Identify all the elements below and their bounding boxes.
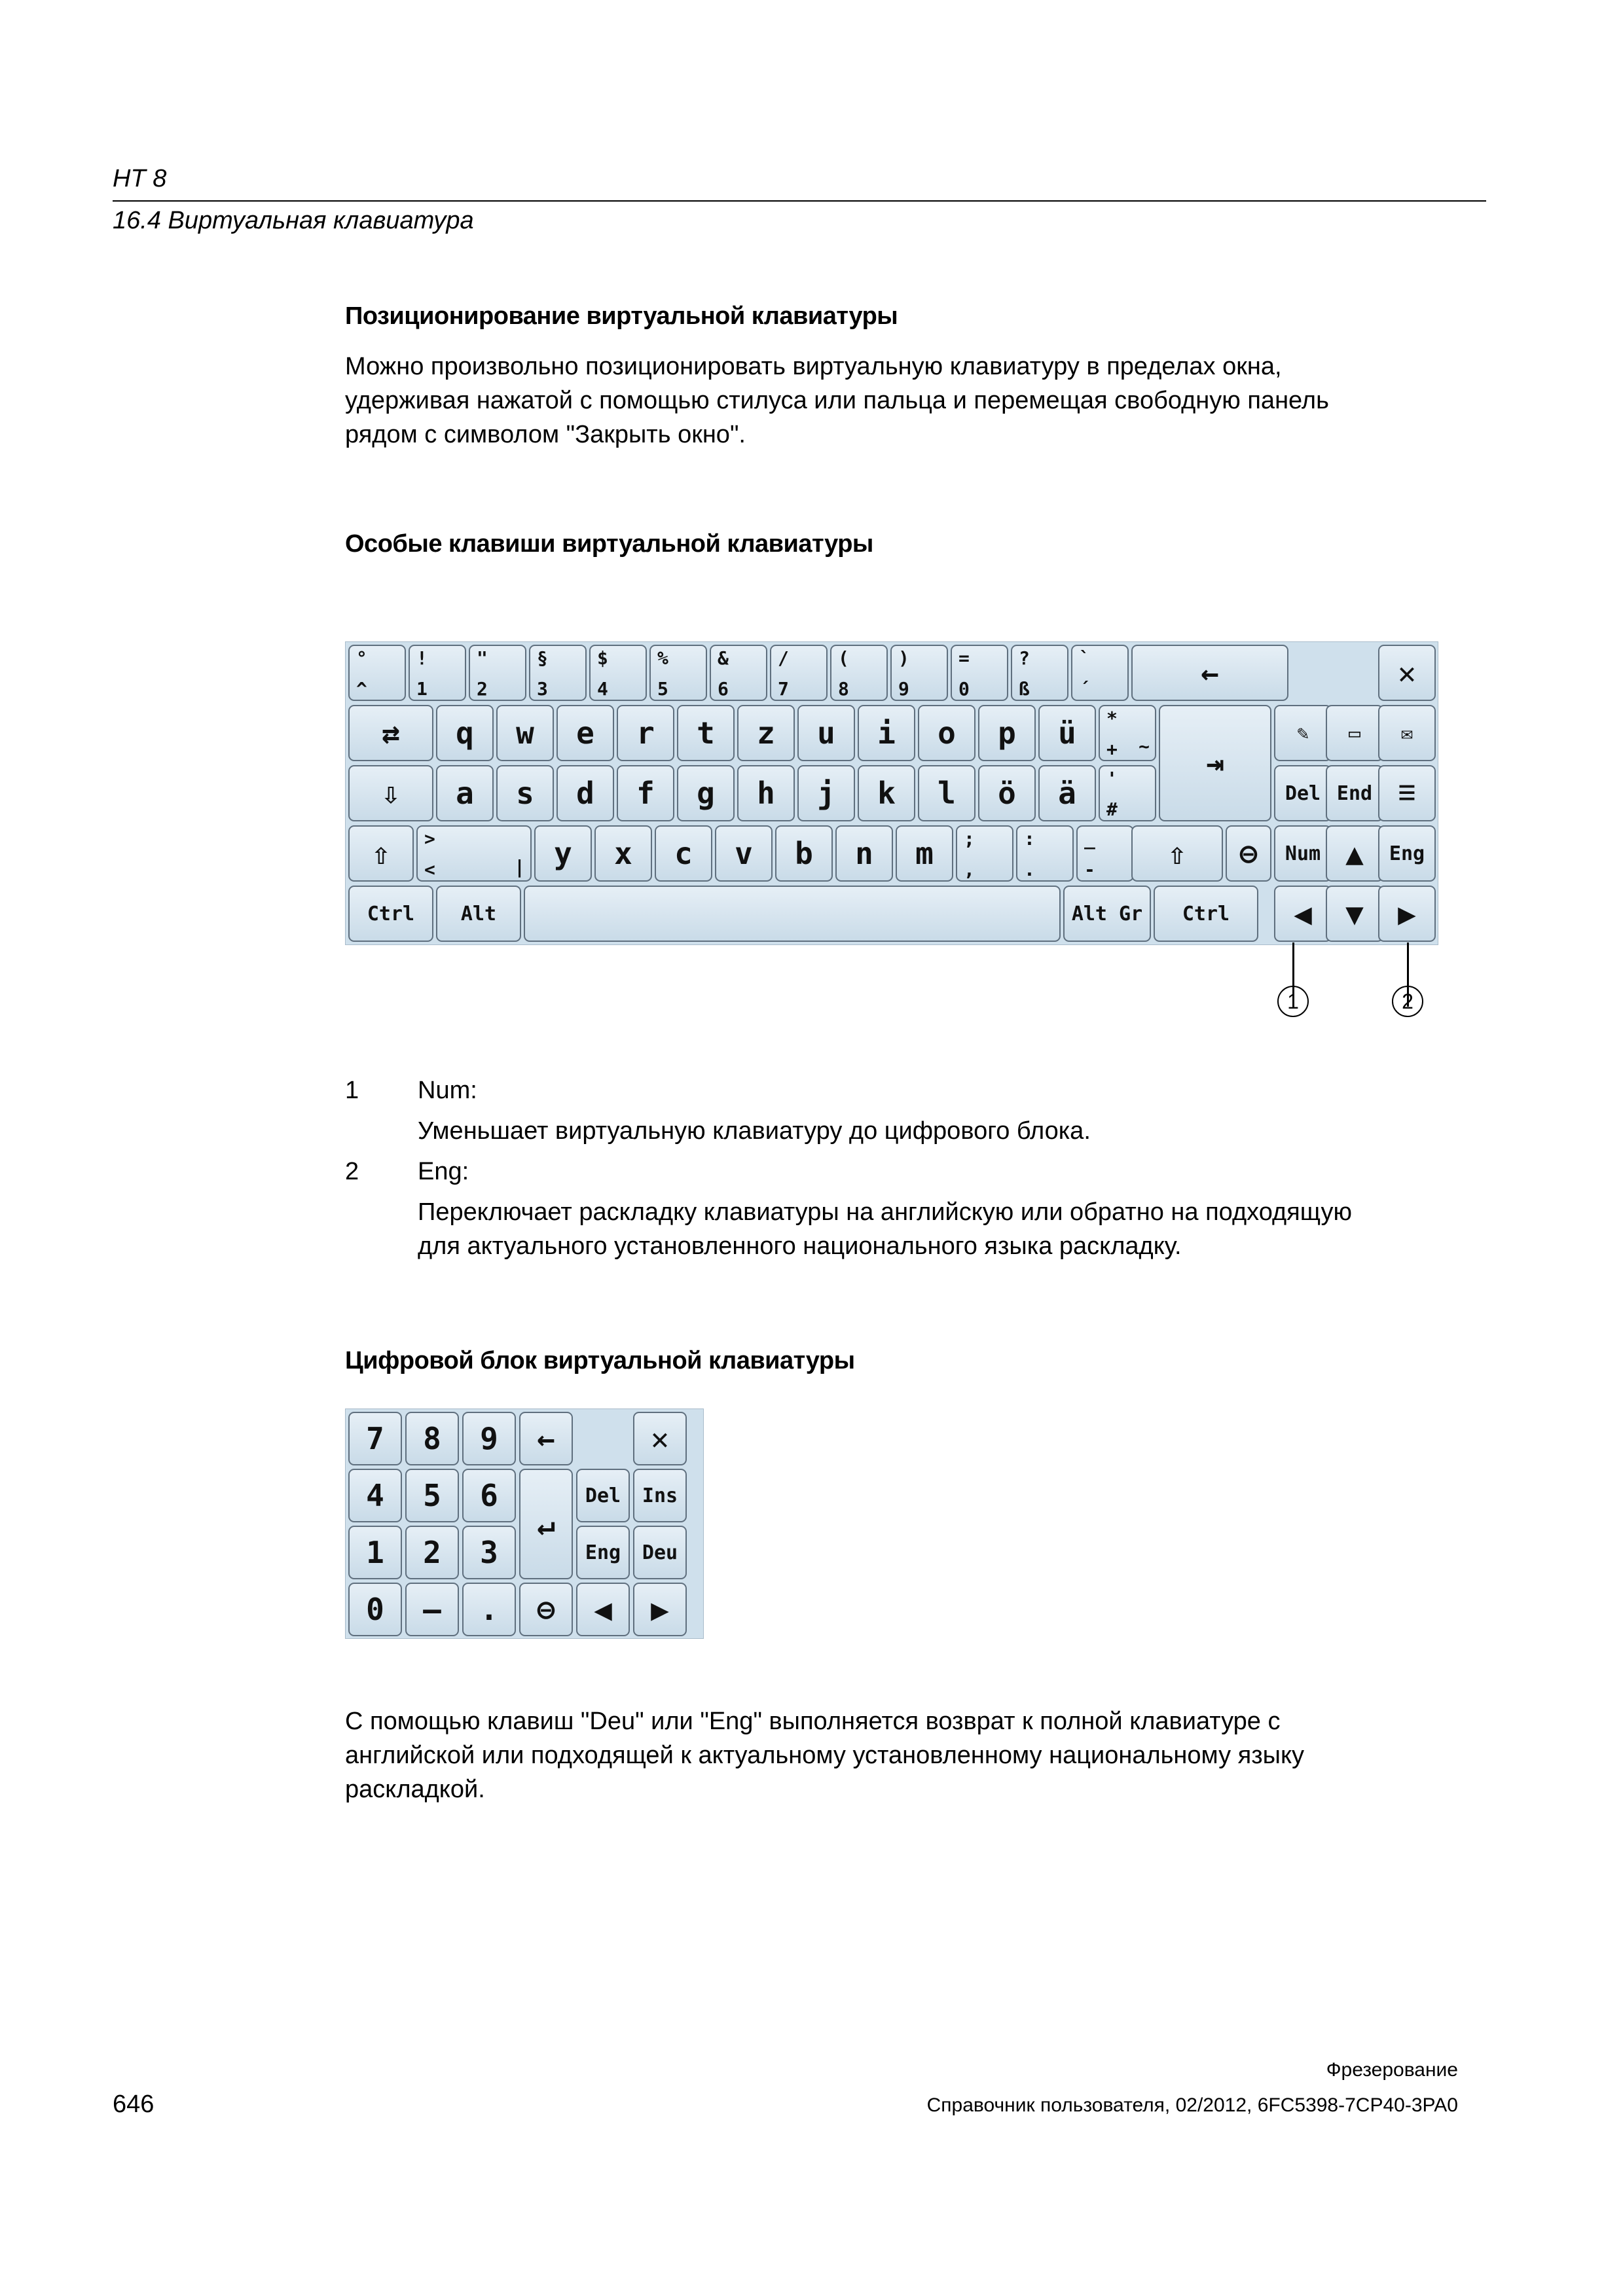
key---char-t: _ (1084, 828, 1095, 850)
paragraph-positioning (345, 350, 1329, 452)
key-3[interactable] (529, 645, 587, 701)
key-6-char-b: 6 (718, 678, 729, 700)
up-arrow-key-label: ▲ (1345, 836, 1364, 871)
key-1-char-t: ! (416, 647, 428, 669)
key-2-char-t: " (477, 647, 488, 669)
key-.[interactable] (1016, 825, 1074, 882)
key-plus-char-t: * (1106, 708, 1118, 729)
key-hash-char-b: # (1106, 798, 1118, 820)
shift-right-key-label: ⇧ (1168, 836, 1186, 871)
window-key-label: ▭ (1348, 721, 1361, 745)
numpad-right-arrow-key[interactable] (633, 1583, 687, 1636)
numpad-key-9-label: 9 (480, 1421, 498, 1456)
key-0[interactable] (951, 645, 1008, 701)
key-ö[interactable] (978, 765, 1036, 821)
key-ä[interactable] (1038, 765, 1096, 821)
numpad-left-arrow-key[interactable] (576, 1583, 630, 1636)
numpad-ins-key[interactable] (633, 1469, 687, 1522)
numpad-dot-key[interactable] (462, 1583, 516, 1636)
num-key[interactable] (1274, 825, 1332, 882)
shift-right-key[interactable] (1131, 825, 1223, 882)
key-1-char-b: 1 (416, 678, 428, 700)
virtual-keyboard (345, 641, 1438, 945)
legend-label-1: Num: (418, 1077, 477, 1104)
key-8-char-t: ( (838, 647, 849, 669)
numpad-deu-key[interactable] (633, 1526, 687, 1579)
key-b[interactable] (775, 825, 833, 882)
end-key[interactable] (1326, 765, 1383, 821)
key-x-label: x (614, 836, 632, 871)
key--[interactable] (1076, 825, 1134, 882)
key-r-label: r (636, 715, 655, 751)
key-4[interactable] (589, 645, 647, 701)
alt-key-label: Alt (460, 902, 497, 925)
shift-left-key-label: ⇧ (372, 836, 390, 871)
heading-special-keys: Особые клавиши виртуальной клавиатуры (345, 530, 873, 558)
key-w-label: w (516, 715, 534, 751)
key-s-label: s (516, 776, 534, 811)
numpad-minus-key[interactable] (405, 1583, 459, 1636)
key-9-char-t: ) (898, 647, 909, 669)
key-n[interactable] (835, 825, 893, 882)
numpad-key-4-label: 4 (366, 1478, 384, 1513)
key-p[interactable] (978, 705, 1036, 761)
numpad-key-7[interactable] (348, 1412, 402, 1465)
key-m[interactable] (896, 825, 953, 882)
legend-label-2: Eng: (418, 1158, 469, 1185)
numpad-eng-key-label: Eng (585, 1541, 621, 1564)
close-keyboard-key[interactable] (1378, 645, 1436, 701)
key-.-char-b: . (1024, 859, 1035, 880)
key-´[interactable] (1071, 645, 1129, 701)
text-line: для актуального установленного национального языка раскладку. (418, 1232, 1182, 1260)
numpad-minus-key-label: – (423, 1592, 441, 1627)
key-2-char-b: 2 (477, 678, 488, 700)
key-i-label: i (877, 715, 896, 751)
key-ü-label: ü (1058, 715, 1076, 751)
key-3-char-b: 3 (537, 678, 548, 700)
key-e[interactable] (556, 705, 614, 761)
numpad-key-2-label: 2 (423, 1535, 441, 1570)
key-h-label: h (757, 776, 775, 811)
legend-num-2: 2 (345, 1158, 359, 1185)
legend-num-1: 1 (345, 1077, 359, 1104)
numpad-backspace-key-label: ← (537, 1421, 555, 1456)
key-,[interactable] (956, 825, 1013, 882)
text-line: удерживая нажатой с помощью стилуса или пальца и перемещая свободную панель (345, 387, 1329, 414)
key-^-char-b: ^ (356, 678, 367, 700)
edit-key-label: ✎ (1296, 721, 1309, 745)
list-key-label: ☰ (1398, 781, 1416, 805)
numpad-key-2[interactable] (405, 1526, 459, 1579)
key-´-char-t: ` (1079, 647, 1090, 669)
backspace-key-label: ← (1201, 655, 1219, 691)
key-o-label: o (938, 715, 956, 751)
key-0-char-b: 0 (958, 678, 970, 700)
enter-key-label: ⇥ (1206, 745, 1224, 781)
key-,-char-b: , (964, 859, 975, 880)
text-line: Переключает раскладку клавиатуры на английскую или обратно на подходящую (418, 1198, 1352, 1226)
text-line: английской или подходящей к актуальному установленному национальному языку (345, 1742, 1305, 1769)
key-5-char-b: 5 (657, 678, 668, 700)
numpad-ins-key-label: Ins (642, 1484, 678, 1507)
edit-key[interactable] (1274, 705, 1332, 761)
key-hash-char-t: ' (1106, 768, 1118, 789)
numpad-right-arrow-key-label: ▶ (651, 1592, 669, 1627)
key-^[interactable] (348, 645, 406, 701)
key-ß-char-b: ß (1019, 678, 1030, 700)
key-p-label: p (998, 715, 1016, 751)
key-5-char-t: % (657, 647, 668, 669)
key-7-char-b: 7 (778, 678, 789, 700)
key-g[interactable] (677, 765, 735, 821)
numpad-key-1-label: 1 (366, 1535, 384, 1570)
key-q[interactable] (436, 705, 494, 761)
hide-key-label: ⊖ (1239, 836, 1258, 871)
key-4-char-t: $ (597, 647, 608, 669)
notes-key-label: ✉ (1400, 721, 1413, 745)
numpad-enter-key-label: ↵ (537, 1506, 555, 1542)
tab-key[interactable] (348, 705, 433, 761)
key-ß-char-t: ? (1019, 647, 1030, 669)
key-h[interactable] (737, 765, 795, 821)
ctrl-left-key-label: Ctrl (367, 902, 415, 925)
end-key-label: End (1336, 781, 1373, 805)
down-arrow-key-label: ▼ (1345, 896, 1364, 931)
header-rule (113, 200, 1486, 202)
key-plus-char-b: + (1106, 738, 1118, 760)
alt-gr-key-label: Alt Gr (1071, 902, 1143, 925)
key-o[interactable] (918, 705, 976, 761)
key-7[interactable] (770, 645, 828, 701)
numpad-key-8-label: 8 (423, 1421, 441, 1456)
enter-key[interactable] (1159, 705, 1271, 821)
page-number: 646 (113, 2090, 155, 2118)
key-l-label: l (938, 776, 956, 811)
key-d-label: d (576, 776, 594, 811)
numpad-key-6[interactable] (462, 1469, 516, 1522)
key-,-char-t: ; (964, 828, 975, 850)
numpad-del-key[interactable] (576, 1469, 630, 1522)
key-s[interactable] (496, 765, 554, 821)
numpad-key-0[interactable] (348, 1583, 402, 1636)
heading-numpad: Цифровой блок виртуальной клавиатуры (345, 1347, 855, 1374)
key-b-label: b (795, 836, 813, 871)
key-6-char-t: & (718, 647, 729, 669)
text-line: раскладкой. (345, 1776, 485, 1803)
key-n-label: n (855, 836, 873, 871)
up-arrow-key[interactable] (1326, 825, 1383, 882)
virtual-numpad (345, 1408, 704, 1639)
shift-left-key[interactable] (348, 825, 414, 882)
right-arrow-key-label: ▶ (1398, 896, 1416, 931)
key---char-b: - (1084, 859, 1095, 880)
key-.-char-t: : (1024, 828, 1035, 850)
text-line: С помощью клавиш "Deu" или "Eng" выполняется возврат к полной клавиатуре с (345, 1708, 1281, 1735)
key-u-label: u (817, 715, 835, 751)
key-ä-label: ä (1058, 776, 1076, 811)
key-8[interactable] (830, 645, 888, 701)
key-z-label: z (757, 715, 775, 751)
eng-key-label: Eng (1389, 842, 1425, 865)
key-v[interactable] (715, 825, 773, 882)
numpad-hide-key-label: ⊖ (537, 1592, 555, 1627)
paragraph-return (345, 1704, 1304, 1806)
numpad-key-6-label: 6 (480, 1478, 498, 1513)
num-key-label: Num (1285, 842, 1321, 865)
key-u[interactable] (797, 705, 855, 761)
legend-desc-2 (418, 1195, 1352, 1263)
numpad-close-key-label: ✕ (651, 1421, 669, 1456)
right-arrow-key[interactable] (1378, 886, 1436, 942)
key-less-char-t: > (424, 828, 435, 850)
key-k[interactable] (858, 765, 915, 821)
key-i[interactable] (858, 705, 915, 761)
key-4-char-b: 4 (597, 678, 608, 700)
left-arrow-key[interactable] (1274, 886, 1332, 942)
numpad-eng-key[interactable] (576, 1526, 630, 1579)
ctrl-left-key[interactable] (348, 886, 433, 942)
caps-key-label: ⇩ (382, 776, 400, 811)
key-f[interactable] (617, 765, 674, 821)
key-hash[interactable] (1099, 765, 1156, 821)
ctrl-right-key[interactable] (1154, 886, 1258, 942)
key-l[interactable] (918, 765, 976, 821)
key-k-label: k (877, 776, 896, 811)
space-key[interactable] (524, 886, 1061, 942)
key-d[interactable] (556, 765, 614, 821)
footer-manual: Справочник пользователя, 02/2012, 6FC5398-7CP40-3PA0 (926, 2094, 1458, 2116)
key-7-char-t: / (778, 647, 789, 669)
key-5[interactable] (649, 645, 707, 701)
key-m-label: m (915, 836, 934, 871)
key-y-label: y (554, 836, 572, 871)
numpad-del-key-label: Del (585, 1484, 621, 1507)
key-q-label: q (456, 715, 474, 751)
key-6[interactable] (710, 645, 767, 701)
del-key[interactable] (1274, 765, 1332, 821)
numpad-left-arrow-key-label: ◀ (594, 1592, 612, 1627)
numpad-backspace-key[interactable] (519, 1412, 573, 1465)
key-a-label: a (456, 776, 474, 811)
numpad-key-8[interactable] (405, 1412, 459, 1465)
notes-key[interactable] (1378, 705, 1436, 761)
close-keyboard-key-label: ✕ (1398, 655, 1416, 691)
key-plus-char-r: ~ (1139, 736, 1150, 757)
key-less[interactable] (416, 825, 532, 882)
window-key[interactable] (1326, 705, 1383, 761)
key-t-label: t (697, 715, 715, 751)
key-f-label: f (636, 776, 655, 811)
numpad-key-3[interactable] (462, 1526, 516, 1579)
numpad-key-9[interactable] (462, 1412, 516, 1465)
key-ß[interactable] (1011, 645, 1068, 701)
callout-2: 2 (1392, 986, 1423, 1017)
eng-key[interactable] (1378, 825, 1436, 882)
list-key[interactable] (1378, 765, 1436, 821)
left-arrow-key-label: ◀ (1294, 896, 1312, 931)
key-less-char-b: < (424, 859, 435, 880)
key-9[interactable] (890, 645, 948, 701)
key-z[interactable] (737, 705, 795, 761)
numpad-dot-key-label: . (480, 1592, 498, 1627)
del-key-label: Del (1285, 781, 1321, 805)
key-j[interactable] (797, 765, 855, 821)
key-e-label: e (576, 715, 594, 751)
key-c[interactable] (655, 825, 712, 882)
tab-key-label: ⇄ (382, 715, 400, 751)
ctrl-right-key-label: Ctrl (1182, 902, 1230, 925)
text-line: рядом с символом "Закрыть окно". (345, 421, 746, 448)
key-1[interactable] (409, 645, 466, 701)
key-c-label: c (674, 836, 693, 871)
key-y[interactable] (534, 825, 592, 882)
numpad-deu-key-label: Deu (642, 1541, 678, 1564)
footer-product: Фрезерование (1326, 2059, 1458, 2081)
key-a[interactable] (436, 765, 494, 821)
key-9-char-b: 9 (898, 678, 909, 700)
key-2[interactable] (469, 645, 526, 701)
key-v-label: v (735, 836, 753, 871)
key-plus[interactable] (1099, 705, 1156, 761)
key-j-label: j (817, 776, 835, 811)
key-´-char-b: ´ (1079, 678, 1090, 700)
legend-desc-1: Уменьшает виртуальную клавиатуру до цифрового блока. (418, 1117, 1091, 1145)
numpad-key-7-label: 7 (366, 1421, 384, 1456)
section-title: 16.4 Виртуальная клавиатура (113, 207, 474, 234)
alt-key[interactable] (436, 886, 521, 942)
key-less-char-r: | (514, 856, 525, 878)
numpad-key-1[interactable] (348, 1526, 402, 1579)
numpad-key-4[interactable] (348, 1469, 402, 1522)
key-3-char-t: § (537, 647, 548, 669)
down-arrow-key[interactable] (1326, 886, 1383, 942)
numpad-enter-key[interactable] (519, 1469, 573, 1579)
key-0-char-t: = (958, 647, 970, 669)
numpad-key-5-label: 5 (423, 1478, 441, 1513)
numpad-key-5[interactable] (405, 1469, 459, 1522)
key-8-char-b: 8 (838, 678, 849, 700)
key-ü[interactable] (1038, 705, 1096, 761)
numpad-hide-key[interactable] (519, 1583, 573, 1636)
callout-1: 1 (1277, 986, 1309, 1017)
key-^-char-t: ° (356, 647, 367, 669)
key-x[interactable] (594, 825, 652, 882)
key-t[interactable] (677, 705, 735, 761)
numpad-key-0-label: 0 (366, 1592, 384, 1627)
heading-positioning: Позиционирование виртуальной клавиатуры (345, 302, 898, 330)
key-w[interactable] (496, 705, 554, 761)
caps-key[interactable] (348, 765, 433, 821)
key-g-label: g (697, 776, 715, 811)
header-title: HT 8 (113, 165, 167, 192)
text-line: Можно произвольно позиционировать виртуальную клавиатуру в пределах окна, (345, 353, 1282, 380)
key-r[interactable] (617, 705, 674, 761)
hide-key[interactable] (1226, 825, 1271, 882)
numpad-close-key[interactable] (633, 1412, 687, 1465)
key-ö-label: ö (998, 776, 1016, 811)
alt-gr-key[interactable] (1063, 886, 1151, 942)
numpad-key-3-label: 3 (480, 1535, 498, 1570)
backspace-key[interactable] (1131, 645, 1288, 701)
